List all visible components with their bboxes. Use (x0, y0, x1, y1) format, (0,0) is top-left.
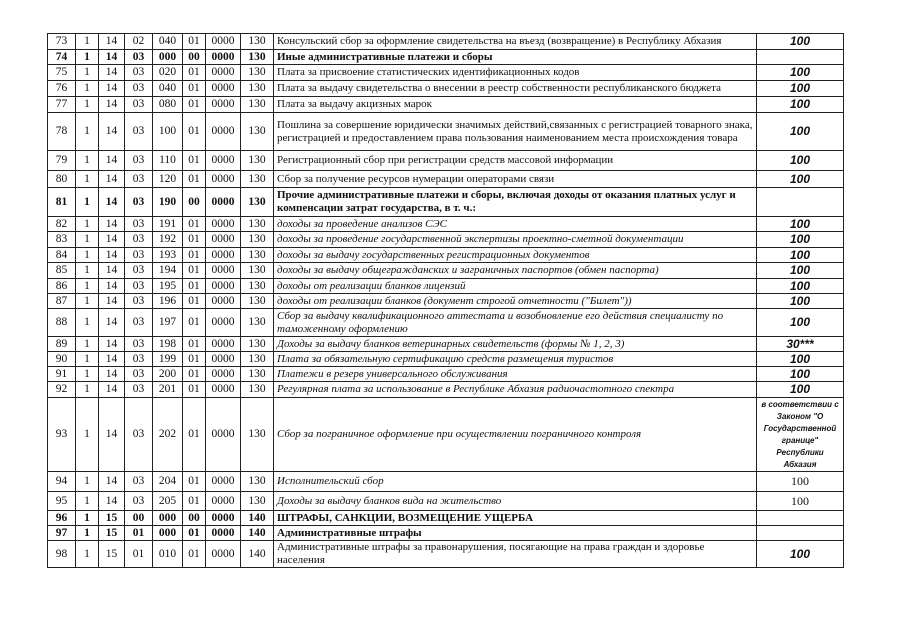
code-classification-cell: 130 (241, 352, 274, 367)
amount-cell: в соответствии с Законом "О Государственной границе" Республики Абхазия (757, 398, 844, 472)
code-element-cell: 00 (183, 50, 206, 65)
code-program-cell: 0000 (206, 97, 241, 113)
table-row (48, 541, 844, 568)
code-program-cell: 0000 (206, 511, 241, 526)
code-group-cell: 1 (76, 188, 99, 217)
amount-cell: 100 (757, 352, 844, 367)
code-element-cell: 00 (183, 188, 206, 217)
code-subgroup-cell: 14 (99, 50, 125, 65)
amount-cell: 100 (757, 151, 844, 171)
code-subgroup-cell: 14 (99, 263, 125, 279)
row-number-cell: 91 (48, 367, 76, 382)
code-classification-cell: 130 (241, 188, 274, 217)
description-cell: Сбор за выдачу квалификационного аттестата и возобновление его действия специалисту по таможенному оформлению (274, 309, 757, 337)
code-classification-cell: 130 (241, 294, 274, 309)
code-classification-cell: 130 (241, 81, 274, 97)
code-program-cell: 0000 (206, 492, 241, 511)
code-subgroup-cell: 14 (99, 217, 125, 232)
code-group-cell: 1 (76, 50, 99, 65)
code-subarticle-cell: 204 (153, 472, 183, 492)
code-subarticle-cell: 000 (153, 50, 183, 65)
code-program-cell: 0000 (206, 232, 241, 248)
amount-cell (757, 511, 844, 526)
description-cell: Сбор за пограничное оформление при осуществлении пограничного контроля (274, 398, 757, 472)
table-row (48, 232, 844, 248)
description-cell: Регулярная плата за использование в Республике Абхазия радиочастотного спектра (274, 382, 757, 398)
code-article-cell: 03 (125, 263, 153, 279)
row-number-cell: 77 (48, 97, 76, 113)
code-group-cell: 1 (76, 492, 99, 511)
code-group-cell: 1 (76, 337, 99, 352)
description-cell: ШТРАФЫ, САНКЦИИ, ВОЗМЕЩЕНИЕ УЩЕРБА (274, 511, 757, 526)
code-subarticle-cell: 201 (153, 382, 183, 398)
code-subgroup-cell: 14 (99, 171, 125, 188)
code-element-cell: 01 (183, 248, 206, 263)
description-cell: Доходы за выдачу бланков вида на жительство (274, 492, 757, 511)
code-subarticle-cell: 198 (153, 337, 183, 352)
description-cell: Доходы за выдачу бланков ветеринарных свидетельств (формы № 1, 2, 3) (274, 337, 757, 352)
code-subgroup-cell: 14 (99, 294, 125, 309)
code-subgroup-cell: 14 (99, 188, 125, 217)
row-number-cell: 90 (48, 352, 76, 367)
code-program-cell: 0000 (206, 171, 241, 188)
code-element-cell: 01 (183, 337, 206, 352)
code-article-cell: 01 (125, 526, 153, 541)
code-article-cell: 03 (125, 337, 153, 352)
row-number-cell: 93 (48, 398, 76, 472)
amount-cell: 30*** (757, 337, 844, 352)
code-subgroup-cell: 14 (99, 492, 125, 511)
amount-cell: 100 (757, 232, 844, 248)
code-program-cell: 0000 (206, 472, 241, 492)
code-subgroup-cell: 14 (99, 309, 125, 337)
code-element-cell: 01 (183, 151, 206, 171)
code-group-cell: 1 (76, 511, 99, 526)
code-element-cell: 01 (183, 113, 206, 151)
code-element-cell: 01 (183, 472, 206, 492)
code-program-cell: 0000 (206, 382, 241, 398)
amount-cell: 100 (757, 34, 844, 50)
code-subgroup-cell: 14 (99, 472, 125, 492)
revenue-codes-table (47, 33, 844, 568)
code-element-cell: 01 (183, 232, 206, 248)
code-article-cell: 03 (125, 398, 153, 472)
code-group-cell: 1 (76, 171, 99, 188)
code-group-cell: 1 (76, 309, 99, 337)
code-element-cell: 01 (183, 171, 206, 188)
amount-cell: 100 (757, 263, 844, 279)
code-group-cell: 1 (76, 65, 99, 81)
amount-cell: 100 (757, 81, 844, 97)
description-cell: Прочие административные платежи и сборы, включая доходы от оказания платных услуг и компенсации затрат государства, в т. ч.: (274, 188, 757, 217)
code-element-cell: 01 (183, 81, 206, 97)
amount-cell: 100 (757, 279, 844, 294)
code-article-cell: 00 (125, 511, 153, 526)
table-row (48, 188, 844, 217)
table-row (48, 511, 844, 526)
table-body (48, 34, 844, 568)
row-number-cell: 74 (48, 50, 76, 65)
code-subarticle-cell: 000 (153, 511, 183, 526)
amount-cell: 100 (757, 97, 844, 113)
code-article-cell: 03 (125, 367, 153, 382)
table-row (48, 294, 844, 309)
code-program-cell: 0000 (206, 279, 241, 294)
code-article-cell: 03 (125, 50, 153, 65)
code-classification-cell: 130 (241, 367, 274, 382)
code-element-cell: 01 (183, 382, 206, 398)
code-classification-cell: 140 (241, 511, 274, 526)
code-classification-cell: 130 (241, 472, 274, 492)
code-group-cell: 1 (76, 263, 99, 279)
amount-cell: 100 (757, 492, 844, 511)
code-group-cell: 1 (76, 541, 99, 568)
amount-cell: 100 (757, 382, 844, 398)
code-program-cell: 0000 (206, 309, 241, 337)
code-subarticle-cell: 205 (153, 492, 183, 511)
description-cell: Платежи в резерв универсального обслуживания (274, 367, 757, 382)
amount-cell (757, 188, 844, 217)
code-article-cell: 03 (125, 188, 153, 217)
code-subarticle-cell: 196 (153, 294, 183, 309)
code-article-cell: 03 (125, 279, 153, 294)
code-subarticle-cell: 040 (153, 81, 183, 97)
code-group-cell: 1 (76, 34, 99, 50)
code-group-cell: 1 (76, 382, 99, 398)
row-number-cell: 98 (48, 541, 76, 568)
description-cell: Исполнительский сбор (274, 472, 757, 492)
code-article-cell: 03 (125, 151, 153, 171)
row-number-cell: 84 (48, 248, 76, 263)
code-subgroup-cell: 15 (99, 511, 125, 526)
code-subarticle-cell: 199 (153, 352, 183, 367)
code-subarticle-cell: 080 (153, 97, 183, 113)
row-number-cell: 88 (48, 309, 76, 337)
row-number-cell: 76 (48, 81, 76, 97)
code-classification-cell: 130 (241, 492, 274, 511)
code-classification-cell: 130 (241, 279, 274, 294)
code-classification-cell: 130 (241, 337, 274, 352)
code-classification-cell: 130 (241, 398, 274, 472)
table-row (48, 337, 844, 352)
code-program-cell: 0000 (206, 81, 241, 97)
amount-cell: 100 (757, 367, 844, 382)
row-number-cell: 79 (48, 151, 76, 171)
description-cell: доходы за проведение анализов СЭС (274, 217, 757, 232)
table-row (48, 526, 844, 541)
code-classification-cell: 130 (241, 309, 274, 337)
code-article-cell: 03 (125, 81, 153, 97)
code-subarticle-cell: 202 (153, 398, 183, 472)
description-cell: доходы от реализации бланков лицензий (274, 279, 757, 294)
code-classification-cell: 130 (241, 34, 274, 50)
code-subarticle-cell: 192 (153, 232, 183, 248)
row-number-cell: 78 (48, 113, 76, 151)
code-element-cell: 01 (183, 309, 206, 337)
amount-cell: 100 (757, 309, 844, 337)
amount-cell: 100 (757, 113, 844, 151)
table-row (48, 309, 844, 337)
code-element-cell: 01 (183, 367, 206, 382)
code-article-cell: 01 (125, 541, 153, 568)
code-group-cell: 1 (76, 232, 99, 248)
code-subgroup-cell: 14 (99, 352, 125, 367)
code-subgroup-cell: 14 (99, 248, 125, 263)
code-group-cell: 1 (76, 81, 99, 97)
table-row (48, 81, 844, 97)
code-article-cell: 03 (125, 309, 153, 337)
table-row (48, 472, 844, 492)
code-element-cell: 01 (183, 65, 206, 81)
code-group-cell: 1 (76, 113, 99, 151)
code-subgroup-cell: 14 (99, 232, 125, 248)
table-row (48, 263, 844, 279)
row-number-cell: 96 (48, 511, 76, 526)
code-classification-cell: 140 (241, 526, 274, 541)
code-subgroup-cell: 15 (99, 526, 125, 541)
code-program-cell: 0000 (206, 217, 241, 232)
code-article-cell: 02 (125, 34, 153, 50)
table-row (48, 398, 844, 472)
code-element-cell: 01 (183, 97, 206, 113)
table-row (48, 50, 844, 65)
code-group-cell: 1 (76, 294, 99, 309)
code-program-cell: 0000 (206, 294, 241, 309)
code-program-cell: 0000 (206, 188, 241, 217)
code-subarticle-cell: 197 (153, 309, 183, 337)
code-subgroup-cell: 14 (99, 398, 125, 472)
description-cell: Пошлина за совершение юридически значимых действий,связанных с регистрацией товарного знака, регистрацией и предоставлением права пользования наименованием места происхождения товара (274, 113, 757, 151)
row-number-cell: 89 (48, 337, 76, 352)
description-cell: доходы за проведение государственной экспертизы проектно-сметной документации (274, 232, 757, 248)
table-row (48, 171, 844, 188)
row-number-cell: 73 (48, 34, 76, 50)
code-element-cell: 01 (183, 398, 206, 472)
table-row (48, 217, 844, 232)
code-subgroup-cell: 15 (99, 541, 125, 568)
code-program-cell: 0000 (206, 398, 241, 472)
code-subarticle-cell: 195 (153, 279, 183, 294)
code-subgroup-cell: 14 (99, 337, 125, 352)
code-element-cell: 01 (183, 492, 206, 511)
description-cell: Административные штрафы (274, 526, 757, 541)
code-classification-cell: 130 (241, 171, 274, 188)
row-number-cell: 92 (48, 382, 76, 398)
row-number-cell: 75 (48, 65, 76, 81)
code-group-cell: 1 (76, 398, 99, 472)
code-subgroup-cell: 14 (99, 382, 125, 398)
code-element-cell: 01 (183, 34, 206, 50)
table-row (48, 65, 844, 81)
description-cell: Плата за присвоение статистических идентификационных кодов (274, 65, 757, 81)
code-group-cell: 1 (76, 97, 99, 113)
code-subarticle-cell: 120 (153, 171, 183, 188)
description-cell: доходы за выдачу государственных регистрационных документов (274, 248, 757, 263)
description-cell: Плата за выдачу акцизных марок (274, 97, 757, 113)
table-row (48, 492, 844, 511)
code-article-cell: 03 (125, 382, 153, 398)
row-number-cell: 86 (48, 279, 76, 294)
amount-cell (757, 50, 844, 65)
description-cell: Административные штрафы за правонарушения, посягающие на права граждан и здоровье населения (274, 541, 757, 568)
code-element-cell: 01 (183, 263, 206, 279)
code-program-cell: 0000 (206, 113, 241, 151)
row-number-cell: 83 (48, 232, 76, 248)
code-classification-cell: 130 (241, 248, 274, 263)
row-number-cell: 80 (48, 171, 76, 188)
code-subarticle-cell: 010 (153, 541, 183, 568)
table-row (48, 248, 844, 263)
row-number-cell: 97 (48, 526, 76, 541)
table-row (48, 352, 844, 367)
amount-cell: 100 (757, 217, 844, 232)
code-article-cell: 03 (125, 352, 153, 367)
code-subgroup-cell: 14 (99, 65, 125, 81)
description-cell: Плата за выдачу свидетельства о внесении в реестр собственности республиканского бюджета (274, 81, 757, 97)
code-subgroup-cell: 14 (99, 81, 125, 97)
description-cell: Плата за обязательную сертификацию средств размещения туристов (274, 352, 757, 367)
row-number-cell: 82 (48, 217, 76, 232)
table-row (48, 113, 844, 151)
table-row (48, 34, 844, 50)
code-element-cell: 01 (183, 217, 206, 232)
amount-cell: 100 (757, 541, 844, 568)
table-row (48, 97, 844, 113)
code-program-cell: 0000 (206, 34, 241, 50)
code-element-cell: 00 (183, 511, 206, 526)
amount-cell: 100 (757, 65, 844, 81)
description-cell: доходы от реализации бланков (документ строгой отчетности ("Билет")) (274, 294, 757, 309)
code-subarticle-cell: 194 (153, 263, 183, 279)
code-program-cell: 0000 (206, 263, 241, 279)
code-element-cell: 01 (183, 352, 206, 367)
code-classification-cell: 130 (241, 232, 274, 248)
code-classification-cell: 130 (241, 151, 274, 171)
code-subgroup-cell: 14 (99, 34, 125, 50)
amount-cell: 100 (757, 248, 844, 263)
code-program-cell: 0000 (206, 50, 241, 65)
code-program-cell: 0000 (206, 541, 241, 568)
code-group-cell: 1 (76, 352, 99, 367)
code-subgroup-cell: 14 (99, 113, 125, 151)
code-article-cell: 03 (125, 232, 153, 248)
code-classification-cell: 140 (241, 541, 274, 568)
code-classification-cell: 130 (241, 50, 274, 65)
amount-cell: 100 (757, 294, 844, 309)
table-row (48, 382, 844, 398)
code-element-cell: 01 (183, 541, 206, 568)
table-row (48, 279, 844, 294)
code-subarticle-cell: 191 (153, 217, 183, 232)
code-article-cell: 03 (125, 248, 153, 263)
code-subarticle-cell: 020 (153, 65, 183, 81)
code-classification-cell: 130 (241, 65, 274, 81)
code-subarticle-cell: 193 (153, 248, 183, 263)
code-subgroup-cell: 14 (99, 367, 125, 382)
code-article-cell: 03 (125, 113, 153, 151)
code-classification-cell: 130 (241, 97, 274, 113)
code-article-cell: 03 (125, 492, 153, 511)
code-program-cell: 0000 (206, 337, 241, 352)
code-classification-cell: 130 (241, 217, 274, 232)
description-cell: Иные административные платежи и сборы (274, 50, 757, 65)
code-program-cell: 0000 (206, 248, 241, 263)
table-row (48, 151, 844, 171)
code-group-cell: 1 (76, 217, 99, 232)
code-program-cell: 0000 (206, 352, 241, 367)
row-number-cell: 95 (48, 492, 76, 511)
code-classification-cell: 130 (241, 113, 274, 151)
description-cell: доходы за выдачу общегражданских и заграничных паспортов (обмен паспорта) (274, 263, 757, 279)
code-subarticle-cell: 040 (153, 34, 183, 50)
row-number-cell: 81 (48, 188, 76, 217)
code-program-cell: 0000 (206, 367, 241, 382)
code-element-cell: 01 (183, 294, 206, 309)
code-group-cell: 1 (76, 151, 99, 171)
code-classification-cell: 130 (241, 263, 274, 279)
code-subarticle-cell: 190 (153, 188, 183, 217)
code-group-cell: 1 (76, 279, 99, 294)
code-subarticle-cell: 100 (153, 113, 183, 151)
table-row (48, 367, 844, 382)
code-article-cell: 03 (125, 217, 153, 232)
code-subgroup-cell: 14 (99, 97, 125, 113)
amount-cell: 100 (757, 171, 844, 188)
code-subarticle-cell: 200 (153, 367, 183, 382)
code-group-cell: 1 (76, 526, 99, 541)
code-article-cell: 03 (125, 171, 153, 188)
code-group-cell: 1 (76, 472, 99, 492)
amount-cell (757, 526, 844, 541)
code-article-cell: 03 (125, 97, 153, 113)
code-program-cell: 0000 (206, 151, 241, 171)
code-subarticle-cell: 000 (153, 526, 183, 541)
description-cell: Сбор за получение ресурсов нумерации операторами связи (274, 171, 757, 188)
code-program-cell: 0000 (206, 65, 241, 81)
description-cell: Консульский сбор за оформление свидетельства на въезд (возвращение) в Республику Абхазия (274, 34, 757, 50)
code-subgroup-cell: 14 (99, 279, 125, 294)
code-article-cell: 03 (125, 65, 153, 81)
row-number-cell: 94 (48, 472, 76, 492)
row-number-cell: 85 (48, 263, 76, 279)
code-article-cell: 03 (125, 294, 153, 309)
code-element-cell: 01 (183, 526, 206, 541)
code-classification-cell: 130 (241, 382, 274, 398)
row-number-cell: 87 (48, 294, 76, 309)
code-group-cell: 1 (76, 367, 99, 382)
code-program-cell: 0000 (206, 526, 241, 541)
code-subarticle-cell: 110 (153, 151, 183, 171)
code-article-cell: 03 (125, 472, 153, 492)
amount-cell: 100 (757, 472, 844, 492)
code-group-cell: 1 (76, 248, 99, 263)
description-cell: Регистрационный сбор при регистрации средств массовой информации (274, 151, 757, 171)
code-element-cell: 01 (183, 279, 206, 294)
code-subgroup-cell: 14 (99, 151, 125, 171)
